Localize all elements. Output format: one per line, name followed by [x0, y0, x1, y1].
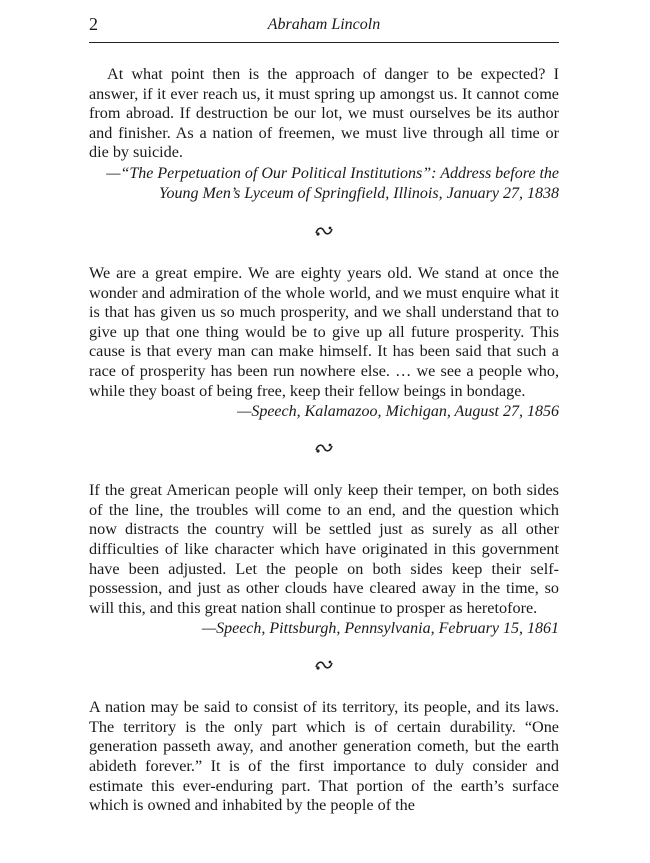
- page-number: 2: [89, 14, 98, 34]
- section-ornament-icon: [89, 224, 559, 244]
- fleuron-icon: [314, 441, 334, 455]
- quote-block: [89, 65, 559, 204]
- section-ornament-icon: [89, 658, 559, 678]
- quote-attribution: —Speech, Pittsburgh, Pennsylvania, February 15, 1861: [201, 620, 559, 638]
- quote-attribution: —Speech, Kalamazoo, Michigan, August 27, 1856: [237, 403, 559, 421]
- quote-block: [89, 698, 559, 816]
- running-header: [89, 12, 559, 43]
- fleuron-icon: [314, 224, 334, 238]
- quote-text: We are a great empire. We are eighty years old. We stand at once the wonder and admiration of the whole world, and we must enquire what it is that has given us so much prosperity, and we shall understand that to give up that one thing would be to give up all future prosperity. This cause is that every man can make himself. It has been said that such a race of prosperity has been run nowhere else. … we see a people who, while they boast of being free, keep their fellow beings in bondage.: [89, 263, 559, 400]
- quote-text: At what point then is the approach of danger to be expected? I answer, if it ever reach us, it must spring up amongst us. It cannot come from abroad. If destruction be our lot, we must ourselves be its author and finisher. As a nation of freemen, we must live through all time or die by suicide.: [89, 65, 559, 162]
- book-page: [89, 12, 559, 816]
- section-ornament-icon: [89, 441, 559, 461]
- quote-text: If the great American people will only keep their temper, on both sides of the line, the troubles will come to an end, and the question which now distracts the country will be settled just as surely as all other difficulties of like character which have originated in this government have been adjusted. Let the people on both sides keep their self-possession, and just as other clouds have cleared away in the time, so will this, and this great nation shall continue to prosper as heretofore.: [89, 481, 559, 617]
- running-title: Abraham Lincoln: [267, 16, 381, 33]
- quote-text: A nation may be said to consist of its territory, its people, and its laws. The territory is the only part which is of certain durability. “One generation passeth away, and another generation cometh, but the earth abideth forever.” It is of the first importance to duly consider and estimate this ever-enduring part. That portion of the earth’s surface which is owned and inhabited by the people of the: [89, 698, 559, 815]
- quote-attribution: —“The Perpetuation of Our Political Institutions”: Address before the Young Men’s Lyceum of Springfield, Illinois, January 27, 1838: [106, 164, 559, 202]
- quote-block: [89, 481, 559, 639]
- fleuron-icon: [314, 658, 334, 672]
- quote-block: [89, 264, 559, 422]
